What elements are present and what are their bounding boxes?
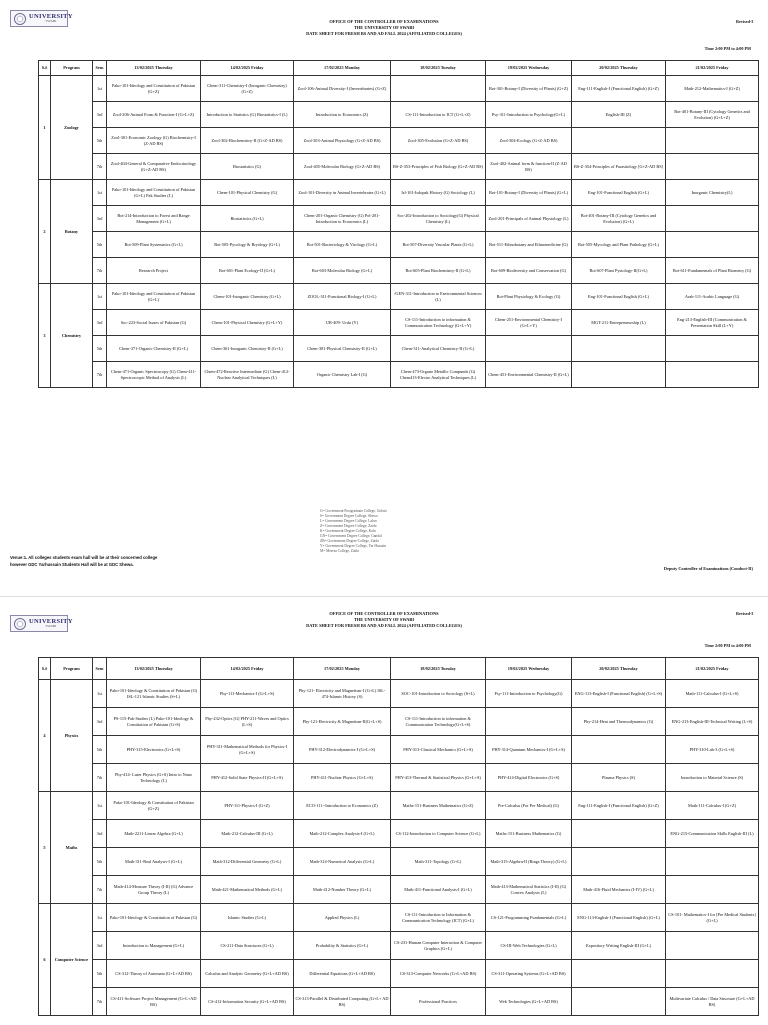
university-logo: UNIVERSITY SWABI bbox=[10, 10, 68, 27]
exam-paper-cell: Introduction to Material Science (S) bbox=[666, 764, 759, 792]
semester-cell: 3rd bbox=[93, 310, 107, 336]
header-row bbox=[39, 61, 759, 76]
exam-paper-cell: English-III (Z) bbox=[572, 102, 666, 128]
exam-paper-cell: CS-313-Computer Networks (G+L+AD BS) bbox=[391, 960, 486, 988]
column-header: 18/02/2025 Tuesday bbox=[391, 658, 486, 680]
table-row bbox=[39, 76, 759, 102]
column-header: S.# bbox=[39, 61, 51, 76]
exam-paper-cell: Biostatistics (G+L) bbox=[201, 206, 294, 232]
serial-number: 3 bbox=[39, 284, 51, 388]
semester-cell: 3rd bbox=[93, 708, 107, 736]
table-row bbox=[39, 988, 759, 1016]
column-header: 21/02/2025 Friday bbox=[666, 658, 759, 680]
exam-paper-cell: Zool-201-Principals of Animal Physiology (L) bbox=[486, 206, 572, 232]
program-name: Maths bbox=[51, 792, 93, 904]
semester-cell: 3rd bbox=[93, 820, 107, 848]
exam-paper-cell: PHY-111-Physics-I (G+Z) bbox=[201, 792, 294, 820]
exam-paper-cell: Eng-101-Functional English (G+L) bbox=[572, 284, 666, 310]
semester-cell: 7th bbox=[93, 764, 107, 792]
exam-paper-cell: Chem-311-Chemistry-I (Inorganic Chemistry) (G+Z) bbox=[201, 76, 294, 102]
exam-paper-cell: Bot-511-Ethnobotany and Ethnomedicine (G) bbox=[486, 232, 572, 258]
table-row bbox=[39, 932, 759, 960]
exam-paper-cell: Bot-Plant Physiology & Ecology (G) bbox=[486, 284, 572, 310]
date-sheet-table bbox=[38, 657, 759, 1016]
exam-paper-cell: PHY-411-Nuclear Physics (G+L+S) bbox=[294, 764, 391, 792]
exam-paper-cell: Chem-101-Inorganic Chemistry (G+L) bbox=[201, 284, 294, 310]
exam-paper-cell: Zool-206-Animal Form & Function-I (G+L+Z) bbox=[107, 102, 201, 128]
exam-paper-cell: Pako-101-Ideology & Constitution of Pakistan (G) bbox=[107, 904, 201, 932]
exam-paper-cell bbox=[666, 128, 759, 154]
exam-paper-cell: Chem-101-Physical Chemistry (G) bbox=[201, 180, 294, 206]
serial-number: 5 bbox=[39, 792, 51, 904]
exam-paper-cell bbox=[391, 76, 486, 102]
exam-paper-cell: Zool-303-Animal Physiology (G+Z-AD BS) bbox=[294, 128, 391, 154]
page-header bbox=[0, 19, 768, 38]
exam-paper-cell bbox=[572, 128, 666, 154]
exam-paper-cell: Math-212-Complex Analysis-I (G+L) bbox=[294, 820, 391, 848]
semester-cell: 7th bbox=[93, 154, 107, 180]
exam-time: Time 2:00 PM to 4:00 PM bbox=[704, 46, 751, 51]
exam-paper-cell: Pako-101-Ideology and Constitution of Pakistan (G+Z) bbox=[107, 76, 201, 102]
legend-item: S= Government Degree College, Shewa bbox=[320, 514, 378, 518]
exam-paper-cell: Zool-405-Molecular Biology (G+Z-AD BS) bbox=[294, 154, 391, 180]
exam-paper-cell: Bot-603-Molecular Biology (G+L) bbox=[294, 258, 391, 284]
exam-paper-cell: Zool-404-General & Comparative Endocrinology (G+Z-AD BS) bbox=[107, 154, 201, 180]
exam-paper-cell: Bot-611-Fundamentals of Plant Biometry (G) bbox=[666, 258, 759, 284]
exam-paper-cell: PS-115-Pak-Studies (L) Pako-101-Ideology & Constitution of Pakistan (G+S) bbox=[107, 708, 201, 736]
exam-paper-cell: CS-313-Parallel & Distributed Computing (G+L+ AD BS) bbox=[294, 988, 391, 1016]
exam-paper-cell: Zool-305-Evolution (G+Z-AD BS) bbox=[391, 128, 486, 154]
legend-item: Y= Government Degree College, Yar Hussain bbox=[320, 544, 387, 548]
exam-paper-cell: Bot-601-Plant Ecology-II (G+L) bbox=[201, 258, 294, 284]
column-header: Program bbox=[51, 61, 93, 76]
table-row bbox=[39, 336, 759, 362]
exam-paper-cell: CS-121-Programming Fundamentals (G+L) bbox=[486, 904, 572, 932]
exam-paper-cell: PHY-310-Lab-3 (G+L+S) bbox=[666, 736, 759, 764]
exam-paper-cell: CS-211-Data Structures (G+L) bbox=[201, 932, 294, 960]
exam-paper-cell bbox=[666, 362, 759, 388]
exam-paper-cell: Applied Physics (L) bbox=[294, 904, 391, 932]
university-logo: UNIVERSITY SWABI bbox=[10, 615, 68, 632]
legend-item: K= Government Degree College, Kalu bbox=[320, 529, 376, 533]
exam-paper-cell: CS-101- Mathematics-I for [Pre Medical Students] (G+L) bbox=[666, 904, 759, 932]
exam-paper-cell: Bot-301-Botany-I (Diversity of Plants) (G+Z) bbox=[486, 76, 572, 102]
semester-cell: 5th bbox=[93, 848, 107, 876]
table-row bbox=[39, 904, 759, 932]
legend-item: M= Meerza College, Zaida bbox=[320, 549, 359, 553]
exam-paper-cell: PHY-312-Electrodynamics-I (G+L+S) bbox=[294, 736, 391, 764]
exam-paper-cell: Pako-101-Ideology & Constitution of Pakistan (G+Z) bbox=[107, 792, 201, 820]
exam-paper-cell: CS-412-Information Security (G+L+AD BS) bbox=[201, 988, 294, 1016]
column-header: Program bbox=[51, 658, 93, 680]
exam-paper-cell: Math-413-Mathematical Statistics (I-II) (G) Convex Analysis (L) bbox=[486, 876, 572, 904]
exam-paper-cell: CS-III-Web Technologies (G+L) bbox=[486, 932, 572, 960]
exam-paper-cell: ENG-213-English-III-Technical Writing (L+S) bbox=[666, 708, 759, 736]
exam-paper-cell: ENG-113-English-I (Functional English) (G+L+S) bbox=[572, 680, 666, 708]
exam-paper-cell: Math-311-Topology (G+L) bbox=[391, 848, 486, 876]
exam-paper-cell: Math-311-Real Analysis-I (G+L) bbox=[107, 848, 201, 876]
table-row bbox=[39, 764, 759, 792]
exam-paper-cell: Bot-501-Bacteriology & Virology (G+L) bbox=[294, 232, 391, 258]
table-row bbox=[39, 708, 759, 736]
column-header: 13/02/2025 Thursday bbox=[107, 61, 201, 76]
exam-paper-cell bbox=[572, 960, 666, 988]
exam-paper-cell bbox=[486, 708, 572, 736]
serial-number: 4 bbox=[39, 680, 51, 792]
exam-paper-cell: Chem-381-Physical Chemistry-II (G+L) bbox=[294, 336, 391, 362]
exam-paper-cell: Chem-471-Organic Spectroscopy (G) Chem-411-Spectroscopic Method of Analysis (L) bbox=[107, 362, 201, 388]
program-name: Botany bbox=[51, 180, 93, 284]
exam-paper-cell: Math-421-Mathematical Methods (G+L) bbox=[201, 876, 294, 904]
exam-time: Time 2:00 PM to 4:00 PM bbox=[704, 643, 751, 648]
program-name: Physics bbox=[51, 680, 93, 792]
venue-line: however GDC Yarhussain Students Hall will be at GDC Shewa. bbox=[10, 561, 134, 567]
exam-paper-cell bbox=[666, 960, 759, 988]
exam-paper-cell bbox=[572, 336, 666, 362]
exam-paper-cell: ENG-215-Communication Skills English-III (L) bbox=[666, 820, 759, 848]
legend-item: L= Government Degree College, Lahor bbox=[320, 519, 377, 523]
exam-paper-cell bbox=[572, 736, 666, 764]
program-name: Zoology bbox=[51, 76, 93, 180]
column-header: 13/02/2025 Thursday bbox=[107, 658, 201, 680]
exam-paper-cell: CS-311-Operating Systems (G+L+AD BS) bbox=[486, 960, 572, 988]
column-header: 20/02/2025 Thursday bbox=[572, 658, 666, 680]
exam-paper-cell: BS-Z-354-Principles of Parasitology [G+Z-AD BS] bbox=[572, 154, 666, 180]
exam-paper-cell: Eng-213-English-III (Communication & Presentation Skill (L+Y) bbox=[666, 310, 759, 336]
exam-paper-cell: Math-314-Numerical Analysis (G+L) bbox=[294, 848, 391, 876]
exam-paper-cell: Bot-401-Botany-III (Cytology Genetics and Evolution) (G+L+Z) bbox=[666, 102, 759, 128]
exam-paper-cell: ZOOL-311-Functional Biology-I (G+L) bbox=[294, 284, 391, 310]
semester-cell: 5th bbox=[93, 128, 107, 154]
exam-paper-cell: Introduction to Economics (Z) bbox=[294, 102, 391, 128]
exam-paper-cell: PHY-315-Electronics (G+L+S) bbox=[107, 736, 201, 764]
exam-paper-cell: Probability & Statistics (G+L) bbox=[294, 932, 391, 960]
exam-paper-cell: CS-111-Introduction to information & Communication Technology (G+L+Y) bbox=[391, 310, 486, 336]
column-header: Sem bbox=[93, 61, 107, 76]
exam-paper-cell bbox=[666, 876, 759, 904]
exam-paper-cell: Math-414-Measure Theory (I-II) (G) Advance Group Theory (L) bbox=[107, 876, 201, 904]
table-row bbox=[39, 102, 759, 128]
exam-paper-cell bbox=[666, 848, 759, 876]
exam-paper-cell: Phy-214-Heat and Thermodynamics (G) bbox=[572, 708, 666, 736]
semester-cell: 7th bbox=[93, 876, 107, 904]
exam-paper-cell: PHY-311-Mathematical Methods for Physics-I (G+L+S) bbox=[201, 736, 294, 764]
semester-cell: 3rd bbox=[93, 932, 107, 960]
exam-paper-cell: Phy-121- Electricity and Magnetism-I (G+L) ISL-474-Islamic History (S) bbox=[294, 680, 391, 708]
exam-paper-cell: CS-312-Theory of Automata (G+L+AD BS) bbox=[107, 960, 201, 988]
exam-paper-cell: PHY-314-Quantum Mechanics-I (G+L+S) bbox=[486, 736, 572, 764]
exam-paper-cell: Math-416-Fluid Mechanics (I-IV) (G+L) bbox=[572, 876, 666, 904]
table-row bbox=[39, 206, 759, 232]
exam-paper-cell: Chem-101-Physical Chemistry (G+L+Y) bbox=[201, 310, 294, 336]
exam-paper-cell: Math-212-Mathematics-I (G+Z) bbox=[666, 76, 759, 102]
exam-paper-cell: Bot-607-Plant Pysiology-II(G+L) bbox=[572, 258, 666, 284]
exam-paper-cell: CS-111-Introduction to ICT (G+L+Z) bbox=[391, 102, 486, 128]
exam-paper-cell: Islamic Studies (G+L) bbox=[201, 904, 294, 932]
exam-paper-cell: Psy-311-Introduction to Psychology(G+L) bbox=[486, 102, 572, 128]
exam-paper-cell: Zool-106-Animal Diversity-I (Invertebrates) (G+Z) bbox=[294, 76, 391, 102]
legend-item: G= Government Postgraduate College, Gohati bbox=[320, 509, 387, 513]
exam-paper-cell: Bot-509-Plant Systematics (G+L) bbox=[107, 232, 201, 258]
serial-number: 1 bbox=[39, 76, 51, 180]
serial-number: 2 bbox=[39, 180, 51, 284]
exam-paper-cell: Soc-202-Introduction to Sociology(G) Physical Chemistry (L) bbox=[391, 206, 486, 232]
column-header: Sem bbox=[93, 658, 107, 680]
exam-paper-cell: Calculus and Analytic Geometry (G+L+AD BS) bbox=[201, 960, 294, 988]
table-row bbox=[39, 362, 759, 388]
legend-item: ZB= Government Degree College, Zaida bbox=[320, 539, 379, 543]
exam-paper-cell bbox=[666, 336, 759, 362]
semester-cell: 1st bbox=[93, 904, 107, 932]
semester-cell: 1st bbox=[93, 680, 107, 708]
signature-title: Deputy Controller of Examinations (Conduct-II) bbox=[663, 566, 753, 571]
exam-paper-cell: CS-111-Introduction to Information & Communication Technology (ICT) (G+L) bbox=[391, 904, 486, 932]
exam-paper-cell: Math-315-Algebra-II (Rings Theory) (G+L) bbox=[486, 848, 572, 876]
semester-cell: 1st bbox=[93, 180, 107, 206]
column-header: 14/02/2025 Friday bbox=[201, 61, 294, 76]
revision-label: Revised-I bbox=[736, 19, 753, 24]
semester-cell: 7th bbox=[93, 362, 107, 388]
exam-paper-cell: Bot-605-Plant Biochemistry-II (G+L) bbox=[391, 258, 486, 284]
table-row bbox=[39, 284, 759, 310]
exam-paper-cell: Chem-251-Environmental Chemistry-I (G+L+Y) bbox=[486, 310, 572, 336]
exam-paper-cell: CS-231-Human Computer Interaction & Computer Graphics (G+L) bbox=[391, 932, 486, 960]
serial-number: 6 bbox=[39, 904, 51, 1016]
exam-paper-cell: BS-Z-353-Principles of Fish Biology (G+Z-AD BS) bbox=[391, 154, 486, 180]
exam-paper-cell: Introduction to Statistics (G) Biostatistics-I (L) bbox=[201, 102, 294, 128]
exam-paper-cell bbox=[666, 154, 759, 180]
exam-paper-cell bbox=[486, 336, 572, 362]
exam-paper-cell: CS-411-Software Project Management (G+L+AD BS) bbox=[107, 988, 201, 1016]
header-line: OFFICE OF THE CONTROLLER OF EXAMINATIONS bbox=[329, 19, 439, 24]
table-row bbox=[39, 258, 759, 284]
exam-paper-cell: Math-111-Calculus-I (G+L+S) bbox=[666, 680, 759, 708]
exam-paper-cell: Chem-371-Organic Chemistry-II (G+L) bbox=[107, 336, 201, 362]
exam-paper-cell bbox=[572, 848, 666, 876]
exam-paper-cell: Eng-101-Functional English (G+L) bbox=[572, 180, 666, 206]
revision-label: Revised-I bbox=[736, 611, 753, 616]
page-header bbox=[0, 611, 768, 630]
column-header: 19/02/2025 Wednesday bbox=[486, 658, 572, 680]
header-line: THE UNIVERSITY OF SWABI bbox=[353, 25, 415, 31]
header-line: DATE SHEET FOR FRESH BS AND AD FALL 2024 (AFFILIATED COLLEGES) bbox=[306, 31, 462, 37]
exam-paper-cell: PHY-414-Digital Electronics (G+S) bbox=[486, 764, 572, 792]
exam-paper-cell: Biostatistics (G) bbox=[201, 154, 294, 180]
exam-paper-cell: Psy-111-Introduction to Psychology(G) bbox=[486, 680, 572, 708]
venue-note bbox=[10, 555, 157, 568]
exam-paper-cell: Research Project bbox=[107, 258, 201, 284]
exam-paper-cell: Pre-Calculus (For Pre Medical) (G) bbox=[486, 792, 572, 820]
exam-paper-cell: Plasma Physics (S) bbox=[572, 764, 666, 792]
exam-paper-cell: Inorganic Chemistry(L) bbox=[666, 180, 759, 206]
exam-paper-cell: PHY-413-Thermal & Statistical Physics (G+L+S) bbox=[391, 764, 486, 792]
date-sheet-table bbox=[38, 60, 759, 388]
semester-cell: 3rd bbox=[93, 102, 107, 128]
column-header: 17/02/2025 Monday bbox=[294, 658, 391, 680]
table-row bbox=[39, 128, 759, 154]
exam-paper-cell: Math-312-Differential Geometry (G+L) bbox=[201, 848, 294, 876]
exam-paper-cell: Bot-214-Introduction to Forest and Range Management (G+L) bbox=[107, 206, 201, 232]
exam-paper-cell: Eng-111-English-I (Functional English) (G+Z) bbox=[572, 76, 666, 102]
exam-paper-cell bbox=[666, 932, 759, 960]
exam-paper-cell: Chem-201-Organic Chemistry (G) Pol-201-Introduction to Economics (L) bbox=[294, 206, 391, 232]
semester-cell: 1st bbox=[93, 792, 107, 820]
exam-paper-cell: Pako-101-Ideology and Constitution of Pakistan (G+L) Pak Studies (L) bbox=[107, 180, 201, 206]
exam-paper-cell: Differential Equations (G+L+AD BS) bbox=[294, 960, 391, 988]
table-row bbox=[39, 736, 759, 764]
column-header: 19/02/2025 Wednesday bbox=[486, 61, 572, 76]
exam-paper-cell bbox=[572, 362, 666, 388]
legend-item: GN= Government Degree College, Gandaf bbox=[320, 534, 382, 538]
exam-paper-cell: MGT-211-Entrepreneurship (L) bbox=[572, 310, 666, 336]
exam-paper-cell: Bot-505-Pycology & Bryology (G+L) bbox=[201, 232, 294, 258]
header-line: DATE SHEET FOR FRESH BS AND AD FALL 2024 (AFFILIATED COLLEGES) bbox=[306, 623, 462, 629]
table-row bbox=[39, 232, 759, 258]
exam-paper-cell: Phy-111-Mechanics-I (G+L+S) bbox=[201, 680, 294, 708]
semester-cell: 5th bbox=[93, 960, 107, 988]
exam-paper-cell bbox=[572, 988, 666, 1016]
exam-paper-cell: Maths-151-Business Mathematics (G+Z) bbox=[391, 792, 486, 820]
exam-paper-cell: SOC-101-Introduction to Sociology (S+L) bbox=[391, 680, 486, 708]
table-row bbox=[39, 876, 759, 904]
exam-paper-cell: Eng-111-English-I (Functional English) (G+Z) bbox=[572, 792, 666, 820]
exam-paper-cell: ENG-113-English-I (Functional English) (G+L) bbox=[572, 904, 666, 932]
exam-paper-cell bbox=[666, 206, 759, 232]
venue-line: Venue:1. All colleges students exam hall will be at their concerned college bbox=[10, 555, 158, 560]
exam-paper-cell: PHY-313-Classical Mechanics (G+L+S) bbox=[391, 736, 486, 764]
exam-paper-cell: Math-111-Calculus-I (G+Z) bbox=[666, 792, 759, 820]
exam-paper-cell: Math-2211-Linear Algebra (G+L) bbox=[107, 820, 201, 848]
exam-paper-cell: Pako-101-Ideology & Constitution of Pakistan (G) ISL-121 Islamic Studies (S+L) bbox=[107, 680, 201, 708]
semester-cell: 7th bbox=[93, 988, 107, 1016]
exam-paper-cell: /GEN-311-Introduction to Environmental Sciences (L) bbox=[391, 284, 486, 310]
exam-paper-cell: Math-212-Calculus-III (G+L) bbox=[201, 820, 294, 848]
exam-paper-cell: Phy-121-Electricity & Magnetism-II(G+L+S) bbox=[294, 708, 391, 736]
exam-paper-cell: Chem-451-Environmental Chemistry-II (G+L) bbox=[486, 362, 572, 388]
program-name: Chemistry bbox=[51, 284, 93, 388]
exam-paper-cell: Phy-232-Optics [G] PHY-211-Waves and Optics (L+S) bbox=[201, 708, 294, 736]
exam-paper-cell: Introduction to Management (G+L) bbox=[107, 932, 201, 960]
table-row bbox=[39, 154, 759, 180]
exam-paper-cell: CS-112-Introduction to Computer Science (G+L) bbox=[391, 820, 486, 848]
exam-paper-cell: Pako-101-Ideology and Constitution of Pakistan (G+L) bbox=[107, 284, 201, 310]
column-header: 17/02/2025 Monday bbox=[294, 61, 391, 76]
exam-paper-cell: Isl-101-Isdopak History (G) Sociology (L) bbox=[391, 180, 486, 206]
exam-paper-cell: Chem-472-Reactive Intermediate (G) Chem-412- Nuclear Analytical Techniques (L) bbox=[201, 362, 294, 388]
column-header: S.# bbox=[39, 658, 51, 680]
exam-paper-cell: ECO-111--Introduction to Economics (Z) bbox=[294, 792, 391, 820]
semester-cell: 7th bbox=[93, 258, 107, 284]
column-header: 20/02/2025 Thursday bbox=[572, 61, 666, 76]
exam-paper-cell: PHY-412-Solid State Physics-II (G+L+S) bbox=[201, 764, 294, 792]
exam-paper-cell: Professional Practices bbox=[391, 988, 486, 1016]
header-line: OFFICE OF THE CONTROLLER OF EXAMINATIONS bbox=[329, 611, 439, 616]
program-name: Computer Science bbox=[51, 904, 93, 1016]
exam-paper-cell: Maths-151-Business Mathematics (G) bbox=[486, 820, 572, 848]
table-row bbox=[39, 792, 759, 820]
exam-paper-cell: Zool-301-Economic Zoology (G) Biochemistry-I (Z-AD BS) bbox=[107, 128, 201, 154]
table-row bbox=[39, 820, 759, 848]
exam-paper-cell: Zool-302-Biochemistry-II (G+Z-AD BS) bbox=[201, 128, 294, 154]
exam-paper-cell: Bot-507-Diversity Vascular Plants (G+L) bbox=[391, 232, 486, 258]
exam-paper-cell: Web Technologies (G+L+AD BS) bbox=[486, 988, 572, 1016]
exam-paper-cell: UR-409- Urdu (Y) bbox=[294, 310, 391, 336]
exam-paper-cell: Expository Writing English-III (G+L) bbox=[572, 932, 666, 960]
column-header: 18/02/2025 Tuesday bbox=[391, 61, 486, 76]
exam-paper-cell: Zool-402-Animal form & function-II (Z-AD BS) bbox=[486, 154, 572, 180]
table-row bbox=[39, 180, 759, 206]
exam-paper-cell: Chem-361-Inorganic Chemistry-II (G+L) bbox=[201, 336, 294, 362]
column-header: 14/02/2025 Friday bbox=[201, 658, 294, 680]
exam-paper-cell: Bot-401-Botany-III (Cytology Genetics and Evolution) (G+L) bbox=[572, 206, 666, 232]
exam-paper-cell: Zool-101-Diversity in Animal Invertebrates (G+L) bbox=[294, 180, 391, 206]
semester-cell: 5th bbox=[93, 336, 107, 362]
date-sheet-page-2 bbox=[0, 596, 768, 1025]
exam-paper-cell: Math-411-Functional Analysis-I (G+L) bbox=[391, 876, 486, 904]
exam-paper-cell: Bot-609-Biodiversity and Conservation (G) bbox=[486, 258, 572, 284]
table-row bbox=[39, 310, 759, 336]
semester-cell: 5th bbox=[93, 736, 107, 764]
exam-paper-cell: Bot-505-Mycology and Plant Pathology (G+L) bbox=[572, 232, 666, 258]
exam-paper-cell bbox=[572, 820, 666, 848]
header-row bbox=[39, 658, 759, 680]
exam-paper-cell: Chem-311-Analytical Chemistry-II (G+L) bbox=[391, 336, 486, 362]
exam-paper-cell: Organic Chemistry Lab-I (G) bbox=[294, 362, 391, 388]
exam-paper-cell: Phy-414- Laser Physics (G+S) Intro to Nano Technology (L) bbox=[107, 764, 201, 792]
college-legend bbox=[320, 509, 387, 554]
table-row bbox=[39, 680, 759, 708]
exam-paper-cell bbox=[666, 232, 759, 258]
semester-cell: 5th bbox=[93, 232, 107, 258]
semester-cell: 1st bbox=[93, 76, 107, 102]
exam-paper-cell: CS-111-Introduction to information & Communication Technology(G+L+S) bbox=[391, 708, 486, 736]
semester-cell: 3rd bbox=[93, 206, 107, 232]
header-line: THE UNIVERSITY OF SWABI bbox=[353, 617, 415, 623]
semester-cell: 1st bbox=[93, 284, 107, 310]
exam-paper-cell: Multivariate Calculus / Data Structure (G+L+AD BS) bbox=[666, 988, 759, 1016]
table-row bbox=[39, 848, 759, 876]
exam-paper-cell: Arab-111-Arabic Language (G) bbox=[666, 284, 759, 310]
column-header: 21/02/2025 Friday bbox=[666, 61, 759, 76]
table-row bbox=[39, 960, 759, 988]
exam-paper-cell: Math-412-Number Theory (G+L) bbox=[294, 876, 391, 904]
exam-paper-cell: Bot-101-Botany-I (Diversity of Plants) (G+L) bbox=[486, 180, 572, 206]
exam-paper-cell: Zool-304-Ecology (G+Z-AD BS) bbox=[486, 128, 572, 154]
exam-paper-cell: Chem-473-Organo Metallic Compunds (G) Chem413-Electro Analytical Techniques (L) bbox=[391, 362, 486, 388]
legend-item: Z= Government Degree College, Zaida bbox=[320, 524, 377, 528]
exam-paper-cell: Soc-223-Social Issues of Pakistan (G) bbox=[107, 310, 201, 336]
